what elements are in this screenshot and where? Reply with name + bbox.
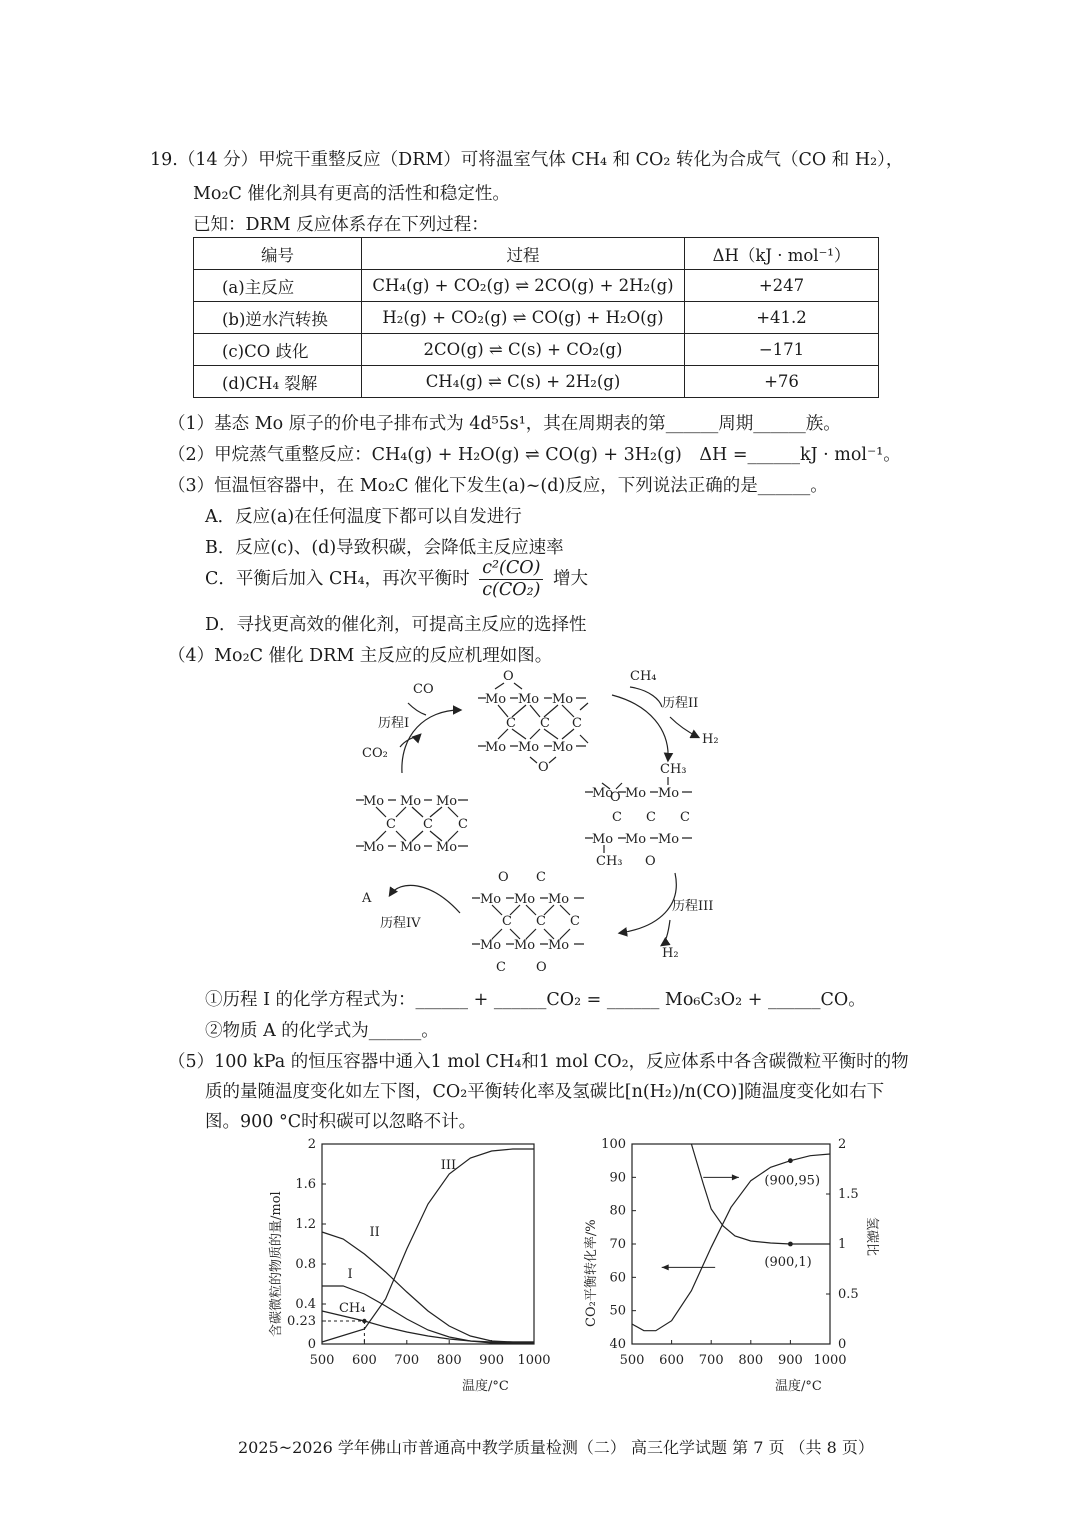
table-header: 编号 [194, 238, 362, 270]
mo-cluster-bottom [480, 870, 580, 975]
atom-label: C [536, 914, 546, 929]
atom-label: CH₃ [660, 762, 687, 777]
table-cell: CH₄(g) + CO₂(g) ⇌ 2CO(g) + 2H₂(g) [362, 270, 685, 302]
table-cell: +247 [685, 270, 879, 302]
atom-label: Mo [518, 692, 540, 707]
atom-label: Mo [436, 794, 458, 809]
y2-tick-label: 0.5 [838, 1287, 859, 1302]
x-axis-label: 温度/°C [462, 1379, 509, 1394]
q3-option-a: A．反应(a)在任何温度下都可以自发进行 [205, 507, 522, 527]
y-tick-label: 80 [609, 1203, 626, 1219]
series-label: III [440, 1158, 457, 1173]
fraction-numerator: c²(CO) [479, 558, 543, 580]
atom-label: CH₃ [596, 854, 623, 869]
series-label: CH₄ [338, 1301, 366, 1316]
q5-line-2: 质的量随温度变化如左下图，CO₂平衡转化率及氢碳比[n(H₂)/n(CO)]随温度变化如右下 [205, 1082, 885, 1102]
q3-option-d: D．寻找更高效的催化剂，可提高主反应的选择性 [205, 615, 587, 635]
x-tick-label: 700 [394, 1353, 420, 1368]
y-tick-label: 40 [609, 1337, 626, 1352]
y-axis-label: CO₂平衡转化率/% [584, 1219, 599, 1327]
table-header: 过程 [362, 238, 685, 270]
question-head-2: Mo₂C 催化剂具有更高的活性和稳定性。 [193, 184, 510, 204]
x-tick-label: 700 [698, 1353, 724, 1368]
atom-label: Mo [485, 740, 507, 755]
atom-label: Mo [548, 938, 570, 953]
atom-label: Mo [485, 692, 507, 707]
atom-label: Mo [400, 794, 422, 809]
axis-arrow-head [662, 1264, 669, 1270]
x-tick-label: 500 [309, 1353, 335, 1368]
atom-label: Mo [548, 892, 570, 907]
mo-cluster-top [485, 669, 582, 775]
atom-label: O [503, 669, 514, 684]
q4-part-2: ②物质 A 的化学式为______。 [205, 1021, 439, 1041]
atom-label: C [680, 810, 690, 825]
atom-label: Mo [400, 840, 422, 855]
atom-label: C [570, 914, 580, 929]
atom-label: C [502, 914, 512, 929]
atom-label: O [536, 960, 547, 975]
y-tick-label: 0.4 [295, 1297, 316, 1312]
step-label-4: 历程IV [380, 916, 421, 931]
atom-label: Mo [592, 786, 614, 801]
y-tick-label: 2 [307, 1137, 316, 1152]
atom-label: O [645, 854, 656, 869]
atom-label: Mo [518, 740, 540, 755]
step-label-1: 历程I [378, 716, 410, 731]
product-a: A [362, 891, 372, 906]
y2-axis-label: 氢碳比 [864, 1217, 879, 1257]
q3-option-c-text: C．平衡后加入 CH₄，再次平衡时 [205, 569, 470, 589]
atom-label: Mo [436, 840, 458, 855]
q4: （4）Mo₂C 催化 DRM 主反应的反应机理如图。 [168, 646, 553, 666]
q2: （2）甲烷蒸气重整反应：CH₄(g) + H₂O(g) ⇌ CO(g) + 3H₂(g) ΔH =______kJ · mol⁻¹。 [168, 445, 901, 465]
table-cell: (a)主反应 [194, 270, 362, 302]
y-tick-label: 50 [609, 1303, 626, 1319]
y2-tick-label: 1 [838, 1237, 847, 1252]
atom-label: O [610, 790, 621, 805]
y-tick-label: 0 [307, 1337, 316, 1352]
atom-label: C [572, 716, 582, 731]
y-tick-label: 60 [609, 1270, 626, 1286]
atom-label: Mo [658, 832, 680, 847]
mechanism-diagram [330, 665, 750, 980]
q4-part-1: ①历程 I 的化学方程式为：______ + ______CO₂ = ______ Mo₆C₃O₂ + ______CO。 [205, 990, 866, 1010]
product-h2: H₂ [662, 946, 679, 961]
y-tick-label: 0.8 [295, 1257, 316, 1272]
atom-label: Mo [480, 892, 502, 907]
reagent-ch4: CH₄ [630, 669, 657, 684]
y-tick-label: 70 [609, 1237, 626, 1252]
atom-label: Mo [552, 740, 574, 755]
y2-tick-label: 2 [838, 1137, 847, 1152]
y2-tick-label: 1.5 [838, 1187, 859, 1202]
atom-label: C [612, 810, 622, 825]
series-label: II [369, 1225, 380, 1240]
atom-label: C [496, 960, 506, 975]
atom-label: C [540, 716, 550, 731]
table-cell: H₂(g) + CO₂(g) ⇌ CO(g) + H₂O(g) [362, 302, 685, 334]
mo-cluster-left [363, 794, 468, 855]
table-cell: +41.2 [685, 302, 879, 334]
axis-arrow-head [732, 1174, 739, 1180]
x-tick-label: 600 [351, 1353, 377, 1368]
atom-label: Mo [514, 938, 536, 953]
atom-label: Mo [658, 786, 680, 801]
table-cell: +76 [685, 366, 879, 398]
q3-option-b: B．反应(c)、(d)导致积碳，会降低主反应速率 [205, 538, 564, 558]
y-tick-label: 100 [601, 1137, 626, 1152]
q3-option-c-tail: 增大 [553, 569, 588, 589]
x-tick-label: 600 [659, 1353, 685, 1368]
page-footer: 2025~2026 学年佛山市普通高中教学质量检测（二） 高三化学试题 第 7 页 （共 8 页） [238, 1438, 874, 1457]
table-row [194, 270, 879, 302]
known-intro: 已知：DRM 反应体系存在下列过程： [193, 215, 489, 235]
y2-tick-label: 0 [838, 1337, 847, 1352]
reagent-co2: CO₂ [362, 746, 388, 761]
atom-label: C [646, 810, 656, 825]
atom-label: Mo [363, 840, 385, 855]
table-cell: (d)CH₄ 裂解 [194, 366, 362, 398]
x-tick-label: 900 [479, 1353, 505, 1368]
x-tick-label: 800 [738, 1353, 764, 1368]
atom-label: O [498, 870, 509, 885]
atom-label: Mo [625, 786, 647, 801]
atom-label: C [506, 716, 516, 731]
series-label: I [347, 1267, 353, 1282]
table-cell: 2CO(g) ⇌ C(s) + CO₂(g) [362, 334, 685, 366]
chart-left [262, 1132, 562, 1397]
y-tick-label: 90 [609, 1170, 626, 1186]
table-row [194, 302, 879, 334]
atom-label: Mo [363, 794, 385, 809]
x-axis-label: 温度/°C [775, 1379, 822, 1394]
series-line [691, 1144, 830, 1244]
atom-label: Mo [625, 832, 647, 847]
series-line [322, 1232, 534, 1342]
table-row [194, 334, 879, 366]
mo-cluster-right [592, 762, 690, 869]
y-axis-label: 含碳微粒的物质的量/mol [269, 1191, 284, 1337]
fraction [479, 558, 543, 601]
point-annotation: (900,95) [764, 1173, 821, 1189]
x-tick-label: 800 [436, 1353, 462, 1368]
table-header-row [194, 238, 879, 270]
step-label-3: 历程III [672, 899, 714, 914]
question-head: 19.（14 分）甲烷干重整反应（DRM）可将温室气体 CH₄ 和 CO₂ 转化为合成气（CO 和 H₂）， [150, 150, 904, 170]
data-point [788, 1242, 793, 1247]
q3-option-c [205, 558, 588, 601]
x-tick-label: 1000 [517, 1353, 551, 1368]
point-annotation: (900,1) [764, 1255, 812, 1270]
process-table [193, 237, 879, 398]
atom-label: C [458, 817, 468, 832]
atom-label: C [423, 817, 433, 832]
table-cell: (b)逆水汽转换 [194, 302, 362, 334]
q5-line-3: 图。900 °C时积碳可以忽略不计。 [205, 1112, 477, 1132]
chart-right [580, 1132, 880, 1397]
q1: （1）基态 Mo 原子的价电子排布式为 4d⁵5s¹，其在周期表的第______周期______族。 [168, 414, 841, 434]
q3: （3）恒温恒容器中，在 Mo₂C 催化下发生(a)~(d)反应，下列说法正确的是______。 [168, 476, 828, 496]
table-header: ΔH（kJ · mol⁻¹） [685, 238, 879, 270]
product-h2: H₂ [702, 732, 719, 747]
atom-label: Mo [552, 692, 574, 707]
table-cell: −171 [685, 334, 879, 366]
y-tick-label: 1.6 [295, 1177, 316, 1192]
table-cell: CH₄(g) ⇌ C(s) + 2H₂(g) [362, 366, 685, 398]
q5-line-1: （5）100 kPa 的恒压容器中通入1 mol CH₄和1 mol CO₂，反应体系中各含碳微粒平衡时的物 [168, 1052, 909, 1072]
x-tick-label: 1000 [813, 1353, 847, 1368]
fraction-denominator: c(CO₂) [482, 580, 541, 600]
atom-label: Mo [480, 938, 502, 953]
step-label-2: 历程II [662, 696, 699, 711]
table-row [194, 366, 879, 398]
reagent-co: CO [413, 682, 434, 697]
y-tick-label: 1.2 [295, 1217, 316, 1232]
data-point [788, 1158, 793, 1163]
atom-label: O [538, 760, 549, 775]
x-tick-label: 500 [619, 1353, 645, 1368]
atom-label: Mo [514, 892, 536, 907]
table-cell: (c)CO 歧化 [194, 334, 362, 366]
x-tick-label: 900 [777, 1353, 803, 1368]
y-tick-label: 0.23 [287, 1314, 316, 1329]
atom-label: C [386, 817, 396, 832]
atom-label: Mo [592, 832, 614, 847]
atom-label: C [536, 870, 546, 885]
